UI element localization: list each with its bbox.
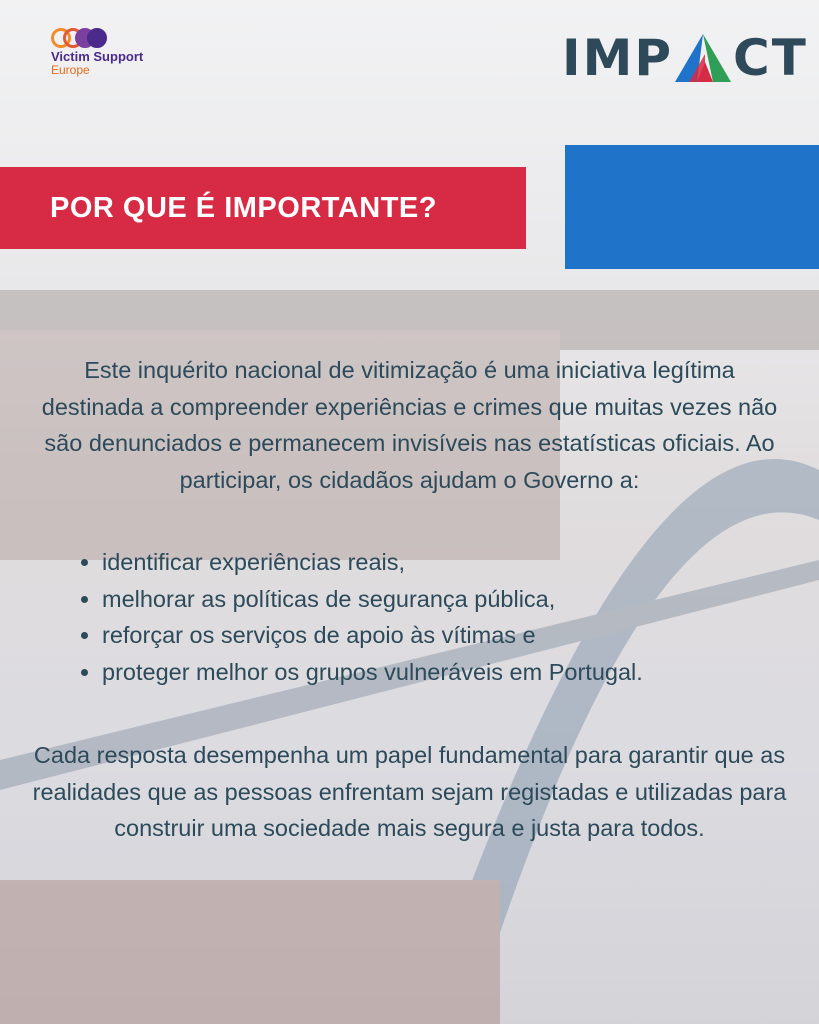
bullet-icon [81,559,88,566]
bullet-icon [81,632,88,639]
impact-a-triangle-icon [675,32,731,84]
impact-logo [562,29,808,87]
list-item [78,581,718,618]
vse-name: Victim Support [51,49,144,64]
impact-logo-right: CT [733,29,808,87]
victim-support-europe-logo [51,28,143,77]
list-item-text: proteger melhor os grupos vulneráveis em Portugal. [102,658,643,685]
blue-accent-block [565,145,819,269]
list-item [78,617,718,654]
intro-paragraph: Este inquérito nacional de vitimização é uma iniciativa legítima destinada a compreender experiências e crimes que muitas vezes não são denunciados e permanecem invisíveis nas estatísticas oficiais. Ao participar, os cidadãos ajudam o Governo a: [41,357,778,493]
bullet-list [0,544,819,690]
closing-paragraph: Cada resposta desempenha um papel fundamental para garantir que as realidades que as pessoas enfrentam sejam registadas e utilizadas para construir uma sociedade mais segura e justa para todos. [32,742,787,841]
list-item [78,544,718,581]
bullet-icon [81,596,88,603]
page-title: POR QUE É IMPORTANTE? [50,191,437,224]
impact-logo-left: IMP [562,29,674,87]
list-item-text: identificar experiências reais, [102,549,406,575]
list-item-text: melhorar as políticas de segurança pública, [102,585,556,612]
bullet-icon [81,669,88,676]
headline-bar [0,167,526,249]
list-item [78,654,718,691]
vse-sub: Europe [51,63,90,77]
vse-circles-icon [51,28,121,48]
list-item-text: reforçar os serviços de apoio às vítimas e [102,622,536,648]
main-content [0,352,819,847]
